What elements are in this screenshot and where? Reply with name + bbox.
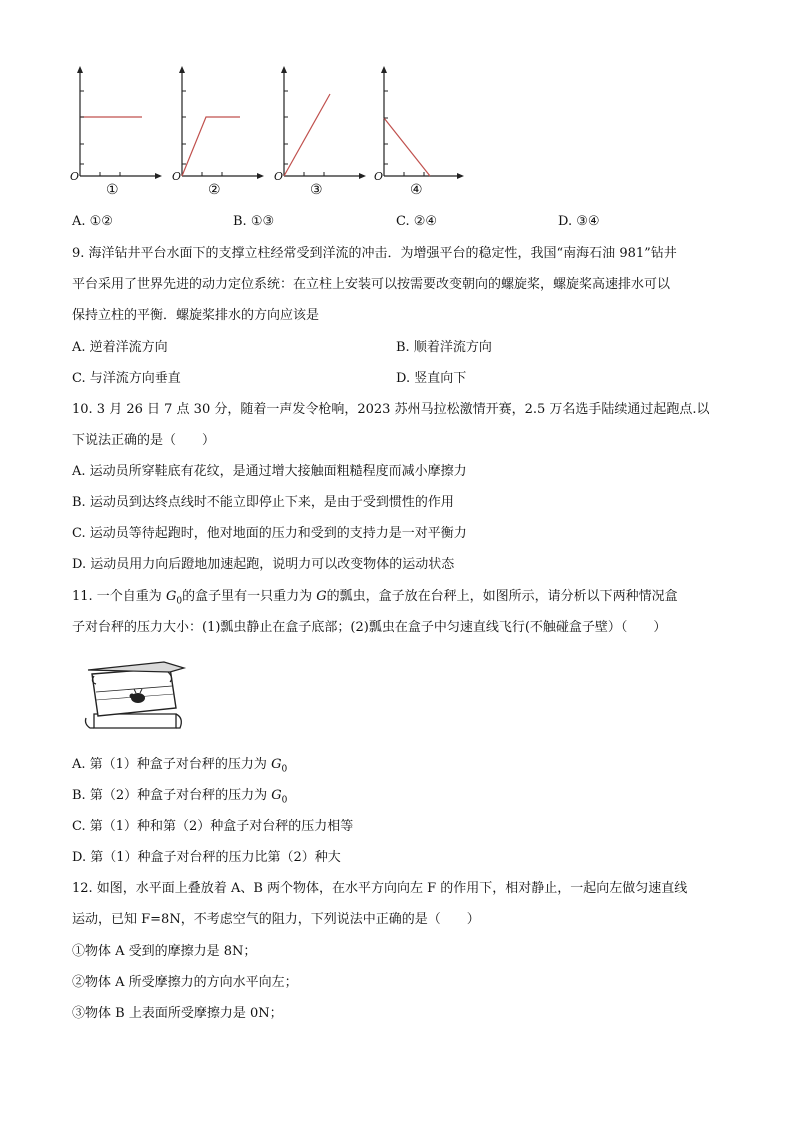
- graph-2-label: ②: [208, 182, 221, 198]
- q8-option-d: D. ③④: [558, 214, 600, 229]
- graph-3-label: ③: [310, 182, 323, 198]
- graph-2: [172, 64, 272, 200]
- q9-option-d: D. 竖直向下: [396, 371, 467, 386]
- q10-option-a: A. 运动员所穿鞋底有花纹，是通过增大接触面粗糙程度而减小摩擦力: [72, 464, 467, 479]
- q11-line-1-b: 的盒子里有一只重力为: [182, 589, 317, 604]
- q10-line-2: 下说法正确的是（ ）: [72, 433, 216, 448]
- box-scale-illustration: [80, 652, 188, 732]
- q11-option-a-g: G: [271, 757, 282, 772]
- graph-1-svg: [70, 64, 170, 184]
- graph-1: [70, 64, 170, 200]
- q10-option-b: B. 运动员到达终点线时不能立即停止下来，是由于受到惯性的作用: [72, 495, 454, 510]
- graph-4-origin: O: [374, 170, 384, 183]
- q12-statement-1: ①物体 A 受到的摩擦力是 8N；: [72, 944, 257, 959]
- graph-2-origin: O: [172, 170, 182, 183]
- box-scale-figure: [80, 652, 188, 732]
- q9-line-3: 保持立柱的平衡．螺旋桨排水的方向应该是: [72, 308, 320, 323]
- q12-line-2: 运动，已知 F=8N，不考虑空气的阻力，下列说法中正确的是（ ）: [72, 912, 480, 927]
- q10-line-1: 10. 3 月 26 日 7 点 30 分，随着一声发令枪响，2023 苏州马拉松激情开赛，2.5 万名选手陆续通过起跑点.以: [72, 402, 710, 417]
- q11-line-1-c: 的瓢虫，盒子放在台秤上，如图所示，请分析以下两种情况盒: [326, 589, 678, 604]
- q11-option-a-text: A. 第（1）种盒子对台秤的压力为: [72, 757, 272, 772]
- q9-option-c: C. 与洋流方向垂直: [72, 371, 181, 386]
- q12-statement-2: ②物体 A 所受摩擦力的方向水平向左；: [72, 975, 298, 990]
- q9-option-b: B. 顺着洋流方向: [396, 340, 492, 355]
- graph-2-line: [182, 117, 240, 176]
- q11-option-b-sub: 0: [281, 795, 288, 806]
- q11-line-2: 子对台秤的压力大小：(1)瓢虫静止在盒子底部；(2)瓢虫在盒子中匀速直线飞行(不触碰盒子壁）（ ）: [72, 620, 667, 635]
- graph-4-label: ④: [410, 182, 423, 198]
- graph-2-svg: [172, 64, 272, 184]
- q9-line-2: 平台采用了世界先进的动力定位系统：在立柱上安装可以按需要改变朝向的螺旋桨，螺旋桨高速排水可以: [72, 277, 671, 292]
- graph-4-line: [384, 118, 430, 176]
- q8-option-c: C. ②④: [396, 214, 438, 229]
- graph-4: [374, 64, 474, 200]
- q11-line-1: [72, 589, 678, 610]
- q11-g-symbol: G: [316, 589, 327, 604]
- q11-option-b-text: B. 第（2）种盒子对台秤的压力为: [72, 788, 272, 803]
- q11-option-a-sub: 0: [281, 764, 288, 775]
- graph-3-line: [284, 94, 330, 176]
- graph-3-origin: O: [274, 170, 284, 183]
- q9-line-1: 9. 海洋钻井平台水面下的支撑立柱经常受到洋流的冲击．为增强平台的稳定性，我国“南海石油 981”钻井: [72, 246, 677, 261]
- q8-option-a: A. ①②: [72, 214, 113, 229]
- q11-option-c: C. 第（1）种和第（2）种盒子对台秤的压力相等: [72, 819, 354, 834]
- graph-1-label: ①: [106, 182, 119, 198]
- graph-3-svg: [274, 64, 374, 184]
- graph-1-origin: O: [70, 170, 80, 183]
- q12-line-1: 12. 如图，水平面上叠放着 A、B 两个物体，在水平方向向左 F 的作用下，相对静止，一起向左做匀速直线: [72, 881, 688, 896]
- q11-option-d: D. 第（1）种盒子对台秤的压力比第（2）种大: [72, 850, 341, 865]
- q10-option-d: D. 运动员用力向后蹬地加速起跑，说明力可以改变物体的运动状态: [72, 557, 455, 572]
- q11-g0-symbol: G: [165, 589, 177, 604]
- q8-option-b: B. ①③: [233, 214, 275, 229]
- graph-3: [274, 64, 374, 200]
- q12-statement-3: ③物体 B 上表面所受摩擦力是 0N；: [72, 1006, 283, 1021]
- q11-option-b: [72, 788, 287, 809]
- q10-option-c: C. 运动员等待起跑时，他对地面的压力和受到的支持力是一对平衡力: [72, 526, 467, 541]
- q11-option-b-g: G: [271, 788, 282, 803]
- graph-4-svg: [374, 64, 474, 184]
- q11-line-1-a: 11. 一个自重为: [72, 589, 166, 604]
- q9-option-a: A. 逆着洋流方向: [72, 340, 168, 355]
- q11-option-a: [72, 757, 287, 778]
- q11-g0-sub: 0: [176, 596, 183, 607]
